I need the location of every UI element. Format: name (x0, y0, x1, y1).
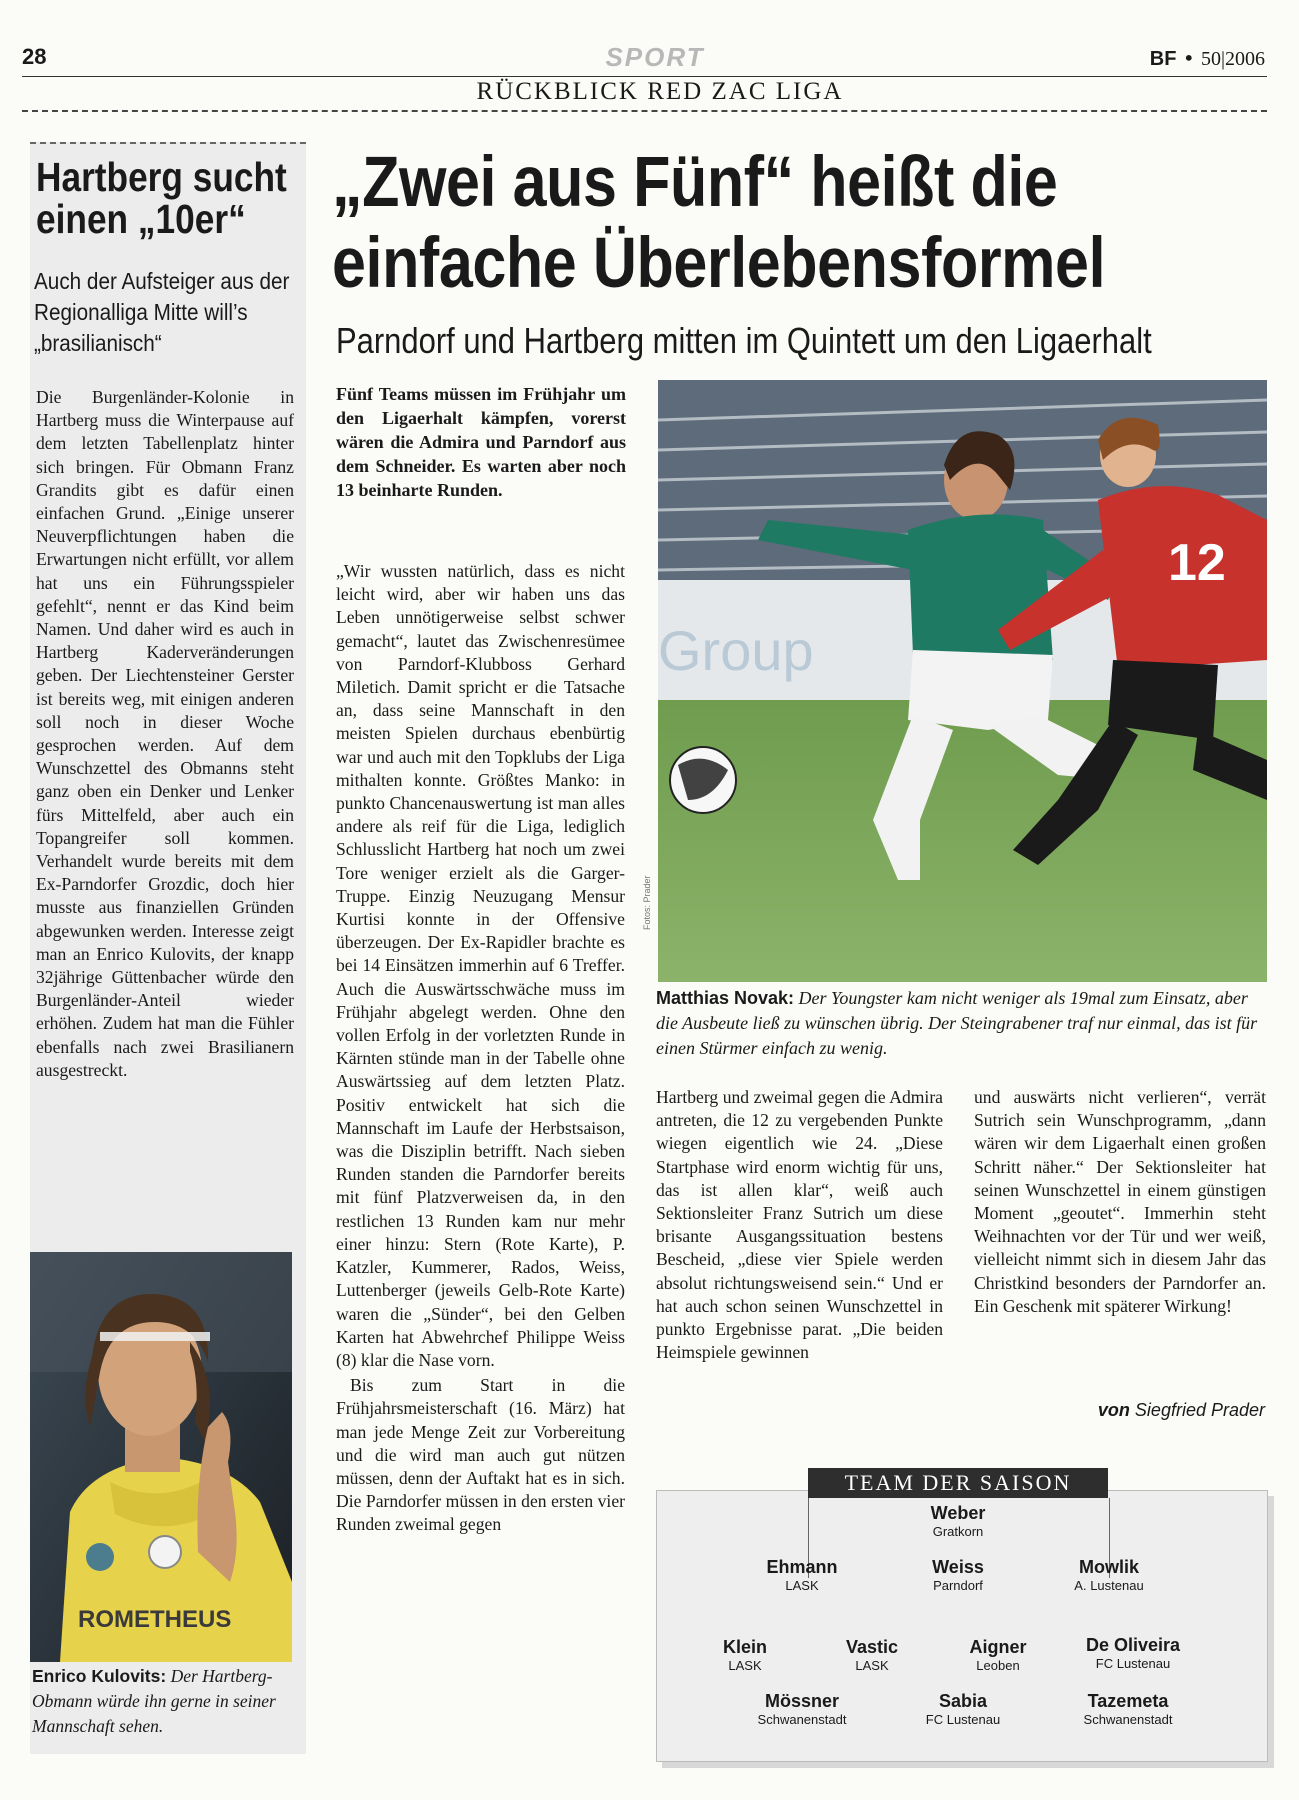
kulovits-photo (30, 1252, 292, 1662)
shirt-sponsor: ROMETHEUS (78, 1606, 232, 1633)
photo-credit: Fotos: Prader (642, 875, 652, 930)
player-club: Gratkorn (932, 1524, 984, 1539)
player-name: De Oliveira (1085, 1635, 1181, 1655)
team-of-season-title: TEAM DER SAISON (808, 1468, 1108, 1498)
author-prefix: von (1097, 1400, 1130, 1420)
player-name: Weber (930, 1503, 986, 1523)
player-name: Weiss (932, 1557, 984, 1577)
player-name: Sabia (938, 1691, 988, 1711)
novak-match-photo (658, 380, 1267, 982)
masthead (1150, 46, 1265, 71)
kulovits-caption (32, 1664, 294, 1739)
kulovits-caption-text: Der Hartberg-Obmann würde ihn gerne in seiner Mannschaft sehen. (32, 1666, 276, 1736)
article-column-1 (336, 560, 625, 1537)
sidebar-headline: Hartberg sucht einen „10er“ (36, 154, 287, 242)
sidebar-body-text: Die Burgenländer-Kolonie in Hartberg muss die Winterpause auf dem letzten Tabellenplatz hinter sich bringen. Für Obmann Franz Grandits gibt es dafür einen einfachen Grund. „Einige unserer Neuverpflichtungen haben die Erwartungen nicht erfüllt, vor allem hat uns ein Führungsspieler gefehlt“, nennt er das Kind beim Namen. Und daher wird es auch in Hartberg Kaderveränderungen geben. Der Liechtensteiner Gerster ist bereits weg, mit einigen anderen soll noch in dieser Woche gesprochen werden. Auf dem Wunschzettel des Obmanns steht ganz oben ein Denker und Lenker fürs Mittelfeld, aber auch ein Topangreifer soll kommen. Verhandelt wurde bereits mit dem Ex-Parndorfer Grozdic, doch hier musste aus finanziellen Gründen abgewunken werden. Interesse zeigt man an Enrico Kulovits, der knapp 32jährige Güttenbacher würde den Burgenländer-Anteil wieder erhöhen. Zudem hat man die Fühler ebenfalls nach zwei Brasilianern ausgestreckt. (36, 387, 294, 1080)
publication-name: BF (1149, 48, 1177, 70)
section-label: SPORT (605, 42, 705, 72)
player-name: Vastic (845, 1637, 899, 1657)
player-card (722, 1556, 882, 1594)
player-club: Schwanenstadt (1083, 1712, 1173, 1727)
player-card (1053, 1634, 1213, 1672)
issue-separator: • (1182, 46, 1195, 70)
sidebar-subheadline: Auch der Aufsteiger aus der Regionalliga Mitte will’s „brasilianisch“ (34, 268, 290, 356)
issue-number: 50|2006 (1200, 48, 1265, 70)
author-name: Siegfried Prader (1134, 1400, 1265, 1420)
series-title: RÜCKBLICK RED ZAC LIGA (476, 78, 844, 105)
player-name: Ehmann (766, 1557, 838, 1577)
main-subheadline: Parndorf und Hartberg mitten im Quintett um den Ligaerhalt (336, 320, 1152, 361)
player-club: Parndorf (933, 1578, 983, 1593)
player-card (1029, 1556, 1189, 1594)
page-number: 28 (22, 44, 47, 69)
kulovits-caption-name: Enrico Kulovits: (32, 1666, 167, 1686)
novak-caption-text: Der Youngster kam nicht weniger als 19mal zum Einsatz, aber die Ausbeute ließ zu wünschen übrig. Der Steingrabener traf nur einmal, das ist für einen Stürmer einfach zu wenig. (656, 988, 1258, 1058)
article-column-3: und auswärts nicht verlieren“, verrät Sutrich sein Wunschprogramm, „dann wären wir dem Ligaerhalt einen großen Schritt näher.“ Der Sektionsleiter hat seinen Wunschzettel in einem günstigen Moment „geoutet“. Immerhin steht Weihnachten vor der Tür und wer weiß, vielleicht nimmt sich in diesem Jahr das Christkind besonders der Parndorfer an. Ein Geschenk mit späterer Wirkung! (974, 1087, 1266, 1316)
player-club: FC Lustenau (925, 1712, 1001, 1727)
author-byline (1098, 1400, 1265, 1421)
main-headline: „Zwei aus Fünf“ heißt die einfache Überlebensformel (332, 143, 1106, 303)
player-name: Mowlik (1078, 1557, 1139, 1577)
player-club: Schwanenstadt (757, 1712, 847, 1727)
player-club: LASK (785, 1578, 819, 1593)
header-dashed-rule (22, 110, 1267, 112)
jersey-number: 12 (1168, 534, 1226, 592)
article-col1-paragraph-1: „Wir wussten natürlich, dass es nicht leicht wird, aber wir haben uns das Leben unnötigerweise selbst schwer gemacht“, lautet das Zwischenresümee von Parndorf-Klubboss Gerhard Miletich. Damit spricht er die Tatsache an, dass seine Mannschaft in den meisten Spielen durchaus ebenbürtig war und auch mit den Topklubs der Liga mithalten konnte. Größtes Manko: in punkto Chancenauswertung ist man alles andere als reif für die Liga, lediglich Schlusslicht Hartberg hat noch um zwei Tore weniger erzielt als die Garger-Truppe. Einzig Neuzugang Mensur Kurtisi konnte in der Offensive überzeugen. Der Ex-Rapidler brachte es bei 14 Einsätzen immerhin auf 6 Treffer. Auch die Auswärtsschwäche muss im Frühjahr abgelegt werden. Ohne den vollen Erfolg in der vorletzten Runde in Kärnten stünde man in der Tabelle ohne Auswärtssieg auf dem letzten Platz. Positiv entwickelt hat sich die Mannschaft im Laufe der Herbstsaison, was die Disziplin betrifft. Nach sieben Runden standen die Parndorfer bereits mit fünf Platzverweisen da, in den restlichen 13 Runden kam nur mehr einer hinzu: Stern (Rote Karte), P. Katzler, Kummerer, Rados, Weiss, Luttenberger (jeweils Gelb-Rote Karte) waren die „Sünder“, bei den Gelben Karten hat Abwehrchef Philippe Weiss (8) klar die Nase vorn. (336, 561, 625, 1370)
novak-caption (656, 986, 1269, 1061)
player-club: LASK (855, 1658, 889, 1673)
player-club: FC Lustenau (1095, 1656, 1171, 1671)
player-club: Leoben (976, 1658, 1020, 1673)
sidebar-dashed-rule (30, 142, 306, 144)
player-card (878, 1502, 1038, 1540)
player-name: Aigner (969, 1637, 1027, 1657)
player-club: LASK (728, 1658, 762, 1673)
player-club: A. Lustenau (1074, 1578, 1144, 1593)
novak-caption-name: Matthias Novak: (656, 988, 795, 1008)
article-lead: Fünf Teams müssen im Frühjahr um den Ligaerhalt kämpfen, vorerst wären die Admira und Parndorf aus dem Schneider. Es warten aber noch 13 beinharte Runden. (336, 384, 626, 500)
player-name: Mössner (764, 1691, 840, 1711)
player-card (883, 1690, 1043, 1728)
header-rule (22, 76, 1267, 77)
photo-banner-text: Group (658, 619, 814, 682)
article-col1-paragraph-2: Bis zum Start in die Frühjahrsmeisterschaft (16. März) hat man jede Menge Zeit zur Vorbereitung und die wird man auch gut nützen müssen, denn der Auftakt hat es in sich. Die Parndorfer müssen in den ersten vier Runden zweimal gegen (336, 1375, 625, 1535)
article-column-2: Hartberg und zweimal gegen die Admira antreten, die 12 zu vergebenden Punkte wiegen eigentlich wie 24. „Diese Startphase wird enorm wichtig für uns, das ist allen klar“, weiß auch Sektionsleiter Franz Sutrich um diese brisante Ausgangssituation bestens Bescheid, „diese vier Spiele werden absolut richtungsweisend sein.“ Und er hat auch schon seinen Wunschzettel in punkto Ergebnisse parat. „Die beiden Heimspiele gewinnen (656, 1087, 943, 1363)
player-card (1048, 1690, 1208, 1728)
player-card (722, 1690, 882, 1728)
player-name: Klein (722, 1637, 767, 1657)
player-name: Tazemeta (1087, 1691, 1169, 1711)
player-card (878, 1556, 1038, 1594)
